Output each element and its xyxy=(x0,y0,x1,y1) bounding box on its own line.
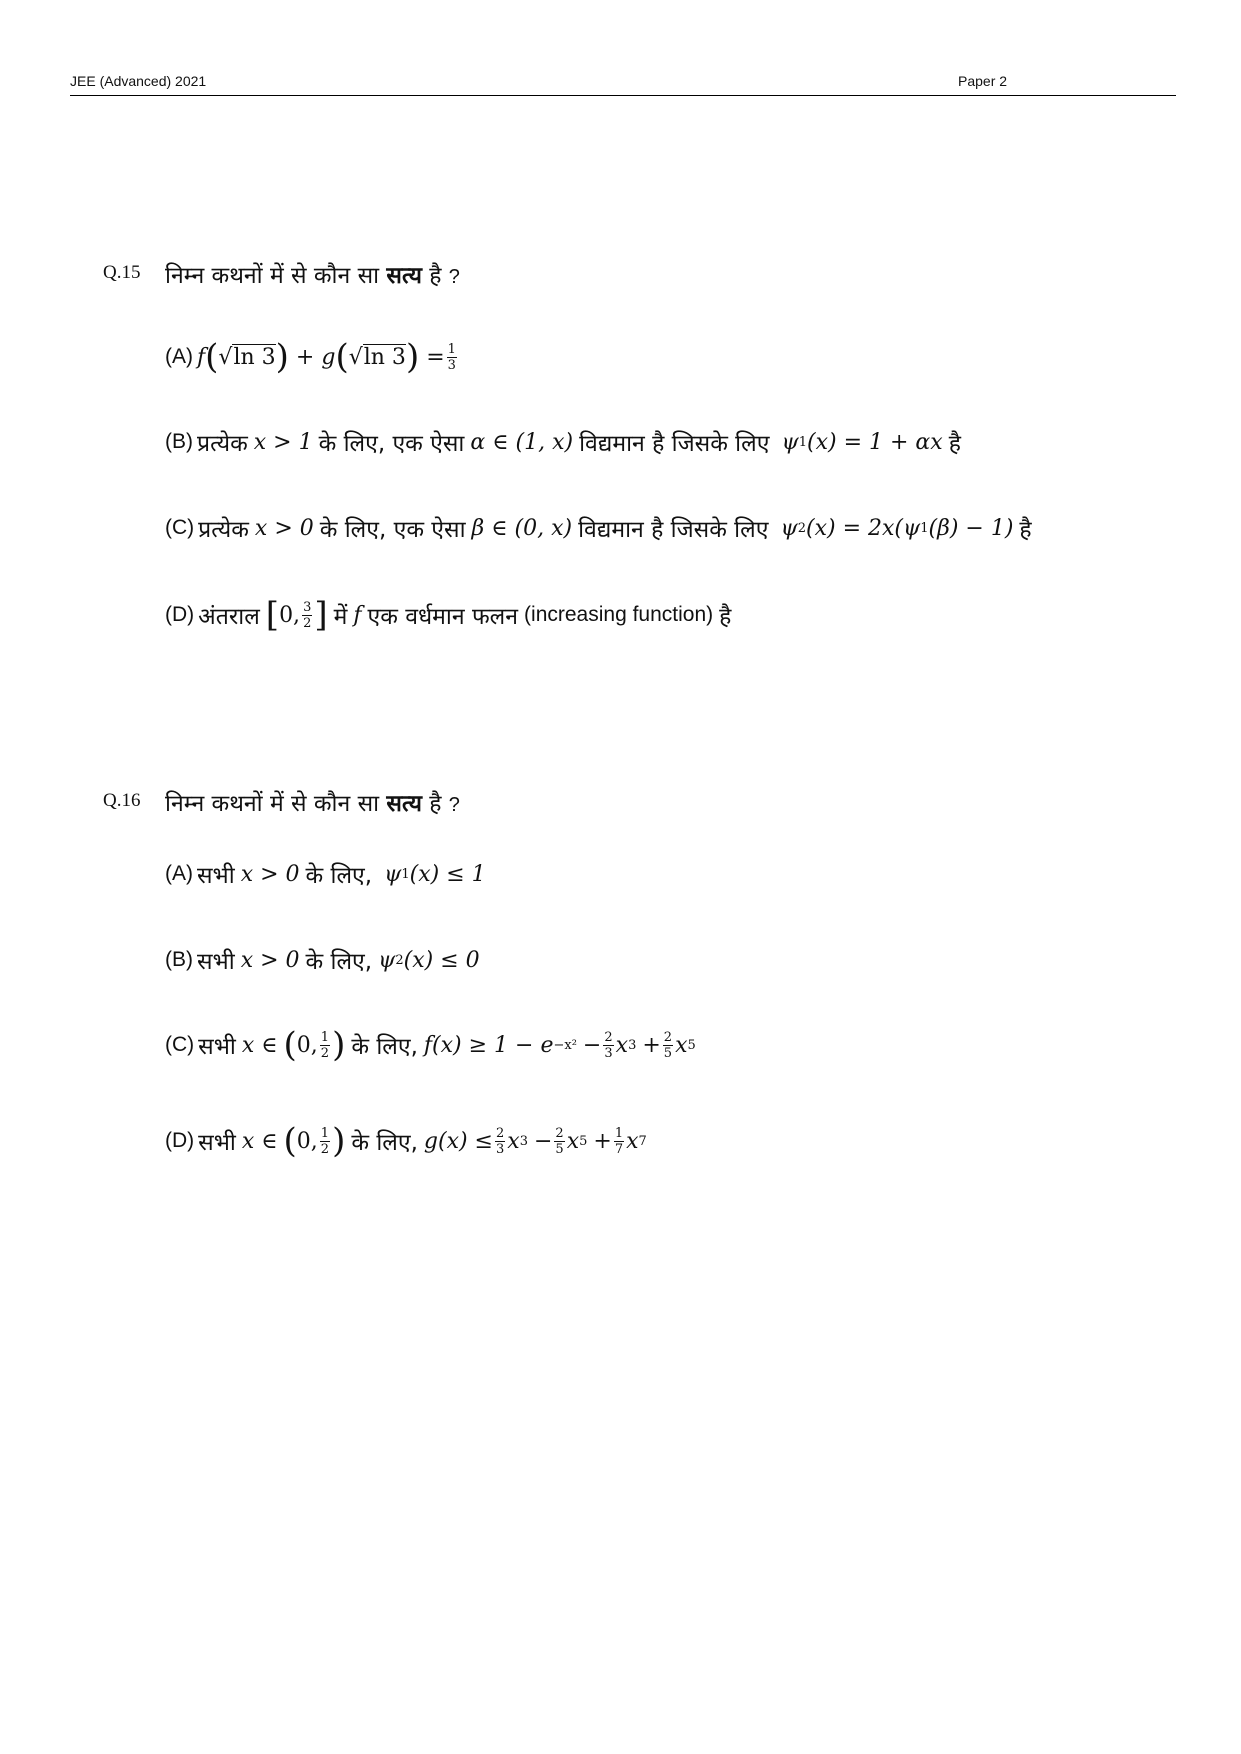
q16-option-c: (C) सभी x ∈ ( 0, $\frac{1}{2}$ ) के लिए, f(x) ≥ 1 − e −x² − $\frac{2}{3}$ x 3 + $\frac{2}{5}$ x 5 xyxy=(165,1025,696,1065)
fraction: $\frac{1}{7}$ xyxy=(614,1125,624,1157)
q16-stem-post: है xyxy=(421,791,449,817)
option-label: (D) xyxy=(165,603,195,626)
header-exam-title: JEE (Advanced) 2021 xyxy=(70,73,207,89)
option-label: (A) xyxy=(165,345,193,368)
q15-option-b: (B) प्रत्येक x > 1 के लिए, एक ऐसा α ∈ (1, x) विद्यमान है जिसके लिए ψ 1 (x) = 1 + αx है xyxy=(165,429,961,457)
fraction: $\frac{2}{5}$ xyxy=(555,1125,564,1157)
fraction: $\frac{1}{2}$ xyxy=(320,1125,330,1157)
option-label: (A) xyxy=(165,862,193,885)
q16-stem-mark: ? xyxy=(448,794,460,816)
option-label: (C) xyxy=(165,516,195,539)
q16-number: Q.16 xyxy=(103,790,141,811)
fraction: $\frac{2}{3}$ xyxy=(496,1125,505,1157)
option-label: (D) xyxy=(165,1129,195,1152)
q16-stem-pre: निम्न कथनों में से कौन सा xyxy=(165,791,387,817)
header-divider xyxy=(70,95,1176,96)
q15-number: Q.15 xyxy=(103,262,141,283)
q16-option-d: (D) सभी x ∈ ( 0, $\frac{1}{2}$ ) के लिए, g(x) ≤ $\frac{2}{3}$ x 3 − $\frac{2}{5}$ x 5 + $\frac{1}{7}$ x 7 xyxy=(165,1121,647,1161)
q15-option-d: (D) अंतराल [ 0, $\frac{3}{2}$ ] में f एक वर्धमान फलन (increasing function) है xyxy=(165,595,732,635)
option-label: (B) xyxy=(165,430,193,453)
q15-stem xyxy=(165,258,460,290)
q15-stem-post: है xyxy=(421,263,449,289)
q16-stem-bold: सत्य xyxy=(386,791,422,817)
option-label: (B) xyxy=(165,948,193,971)
fraction: $\frac{1}{2}$ xyxy=(320,1029,330,1061)
q15-stem-mark: ? xyxy=(448,266,460,288)
fraction: $\frac{2}{5}$ xyxy=(663,1029,673,1061)
q16-stem xyxy=(165,786,460,818)
q16-option-b: (B) सभी x > 0 के लिए, ψ 2 (x) ≤ 0 xyxy=(165,947,480,975)
header-paper-label: Paper 2 xyxy=(958,73,1008,89)
q16-option-a: (A) सभी x > 0 के लिए, ψ 1 (x) ≤ 1 xyxy=(165,861,486,889)
q15-option-c: (C) प्रत्येक x > 0 के लिए, एक ऐसा β ∈ (0, x) विद्यमान है जिसके लिए ψ 2 (x) = 2x(ψ 1 (β) − 1) है xyxy=(165,515,1032,543)
q15-stem-bold: सत्य xyxy=(386,263,422,289)
fraction: $\frac{2}{3}$ xyxy=(604,1029,613,1061)
q15-stem-pre: निम्न कथनों में से कौन सा xyxy=(165,263,387,289)
q15-option-a: (A) f ( √ ln 3 ) + g ( √ ln 3 ) = $\frac{1}{3}$ xyxy=(165,337,456,377)
q15-a-equals: = xyxy=(426,344,445,370)
fraction: $\frac{1}{3}$ xyxy=(447,341,456,373)
fraction: $\frac{3}{2}$ xyxy=(303,599,312,631)
option-label: (C) xyxy=(165,1033,195,1056)
